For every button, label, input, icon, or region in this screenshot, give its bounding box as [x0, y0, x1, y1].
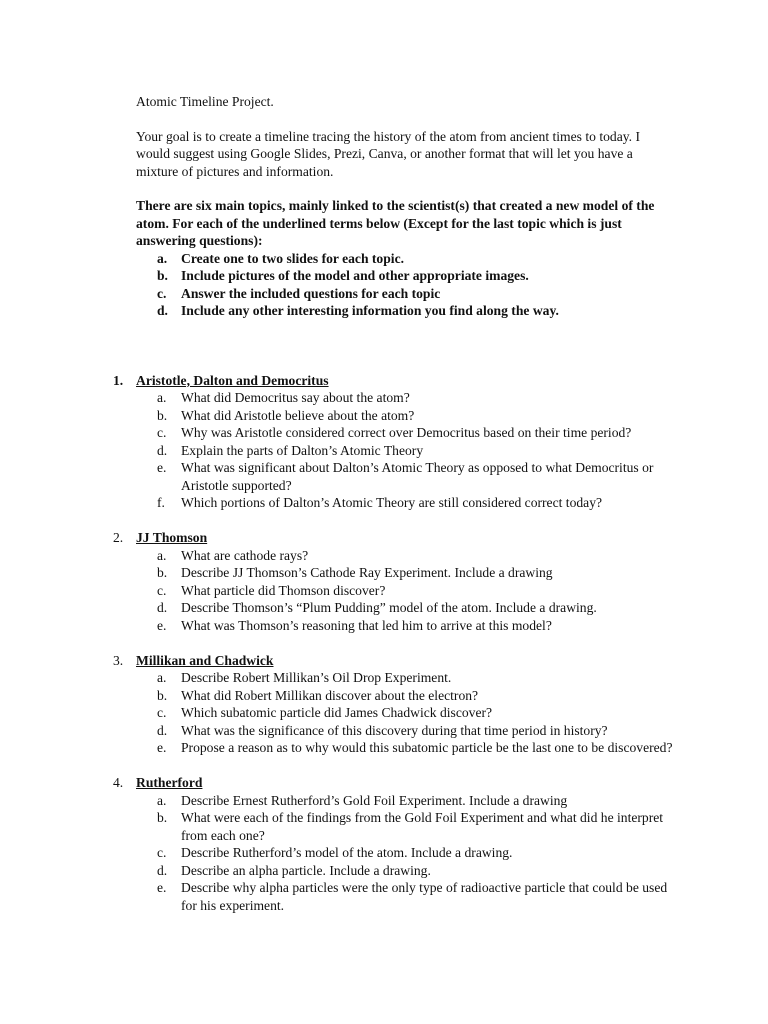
- instructions-heading: There are six main topics, mainly linked to the scientist(s) that created a new model of the atom. For each of the underlined terms below (Except for the last topic which is just answering questions):: [136, 198, 655, 248]
- list-marker: a.: [157, 250, 168, 266]
- instruction-item: [136, 285, 676, 303]
- list-marker: e.: [157, 460, 167, 475]
- question-text: What were each of the findings from the Gold Foil Experiment and what did he interpret from each one?: [181, 810, 664, 843]
- question-text: What was Thomson’s reasoning that led him to arrive at this model?: [181, 617, 552, 633]
- topic-title: Aristotle, Dalton and Democritus: [136, 372, 329, 388]
- question-item: [136, 792, 676, 810]
- question-item: [136, 739, 676, 757]
- list-marker: f.: [157, 495, 165, 510]
- question-item: [136, 564, 676, 582]
- list-marker: d.: [157, 722, 168, 738]
- list-marker: e.: [157, 617, 167, 633]
- question-item: [136, 687, 676, 705]
- instruction-item: [136, 250, 676, 268]
- question-list: [136, 669, 676, 757]
- question-item: [136, 407, 676, 425]
- question-text: What was significant about Dalton’s Atomic Theory as opposed to what Democritus or Aristotle supported?: [181, 460, 654, 493]
- question-text: Describe why alpha particles were the only type of radioactive particle that could be used for his experiment.: [181, 880, 668, 913]
- document-body: [113, 93, 676, 932]
- list-marker: a.: [157, 547, 167, 563]
- document-title: Atomic Timeline Project.: [136, 94, 274, 109]
- question-list: [136, 792, 676, 915]
- topic-number: 1.: [113, 372, 124, 388]
- question-item: [136, 582, 676, 600]
- list-marker: b.: [157, 565, 168, 580]
- list-marker: d.: [157, 600, 168, 615]
- question-text: Which portions of Dalton’s Atomic Theory are still considered correct today?: [181, 495, 603, 510]
- list-marker: a.: [157, 670, 167, 685]
- topic-section: [113, 774, 676, 914]
- topic-section: [113, 529, 676, 634]
- instruction-item: [136, 267, 676, 285]
- topic-title: JJ Thomson: [136, 530, 208, 545]
- instruction-text: Answer the included questions for each topic: [181, 285, 441, 301]
- list-marker: a.: [157, 390, 167, 405]
- question-text: Describe Robert Millikan’s Oil Drop Experiment.: [181, 670, 452, 685]
- list-marker: e.: [157, 880, 167, 895]
- question-text: Which subatomic particle did James Chadwick discover?: [181, 705, 493, 720]
- list-marker: b.: [157, 268, 168, 283]
- instruction-text: Include any other interesting information you find along the way.: [181, 303, 559, 318]
- intro-paragraph: Your goal is to create a timeline tracing the history of the atom from ancient times to today. I would suggest using Google Slides, Prezi, Canva, or another format that will let you have a mixture of pictures and information.: [136, 128, 640, 179]
- instruction-item: [136, 302, 676, 320]
- list-marker: b.: [157, 687, 168, 703]
- list-marker: c.: [157, 705, 167, 720]
- question-item: [136, 389, 676, 407]
- list-marker: b.: [157, 407, 168, 423]
- question-text: What particle did Thomson discover?: [181, 582, 386, 598]
- list-marker: a.: [157, 792, 167, 808]
- list-marker: b.: [157, 810, 168, 825]
- topic-section: [113, 652, 676, 757]
- question-text: What did Democritus say about the atom?: [181, 390, 410, 405]
- question-item: [136, 442, 676, 460]
- topic-number: 2.: [113, 530, 124, 545]
- question-list: [136, 547, 676, 635]
- question-item: [136, 704, 676, 722]
- question-text: Describe an alpha particle. Include a drawing.: [181, 862, 431, 878]
- question-text: Propose a reason as to why would this subatomic particle be the last one to be discovered?: [181, 740, 673, 755]
- list-marker: c.: [157, 582, 167, 598]
- list-marker: c.: [157, 425, 167, 440]
- question-item: [136, 722, 676, 740]
- question-text: What are cathode rays?: [181, 547, 309, 563]
- list-marker: d.: [157, 862, 168, 878]
- question-text: Describe Rutherford’s model of the atom. Include a drawing.: [181, 845, 513, 860]
- topic-number: 4.: [113, 775, 124, 790]
- list-marker: d.: [157, 442, 168, 458]
- topics-list: [113, 372, 676, 915]
- question-item: [136, 424, 676, 442]
- instruction-text: Create one to two slides for each topic.: [181, 250, 404, 266]
- question-text: What did Aristotle believe about the atom?: [181, 407, 415, 423]
- instruction-text: Include pictures of the model and other appropriate images.: [181, 268, 529, 283]
- question-text: What was the significance of this discovery during that time period in history?: [181, 722, 608, 738]
- question-text: Describe JJ Thomson’s Cathode Ray Experiment. Include a drawing: [181, 565, 553, 580]
- question-item: [136, 844, 676, 862]
- question-item: [136, 879, 676, 914]
- question-item: [136, 669, 676, 687]
- topic-title: Rutherford: [136, 775, 203, 790]
- question-text: What did Robert Millikan discover about the electron?: [181, 687, 479, 703]
- question-item: [136, 862, 676, 880]
- question-list: [136, 389, 676, 512]
- instructions-list: [136, 250, 676, 320]
- question-item: [136, 459, 676, 494]
- topic-section: [113, 372, 676, 512]
- question-text: Why was Aristotle considered correct over Democritus based on their time period?: [181, 425, 632, 440]
- list-marker: c.: [157, 845, 167, 860]
- question-text: Describe Ernest Rutherford’s Gold Foil Experiment. Include a drawing: [181, 792, 568, 808]
- topic-number: 3.: [113, 652, 124, 668]
- topic-title: Millikan and Chadwick: [136, 652, 274, 668]
- question-item: [136, 809, 676, 844]
- list-marker: c.: [157, 285, 167, 301]
- list-marker: e.: [157, 740, 167, 755]
- question-item: [136, 599, 676, 617]
- question-item: [136, 494, 676, 512]
- question-text: Describe Thomson’s “Plum Pudding” model of the atom. Include a drawing.: [181, 600, 597, 615]
- question-text: Explain the parts of Dalton’s Atomic Theory: [181, 442, 424, 458]
- question-item: [136, 547, 676, 565]
- question-item: [136, 617, 676, 635]
- list-marker: d.: [157, 303, 168, 318]
